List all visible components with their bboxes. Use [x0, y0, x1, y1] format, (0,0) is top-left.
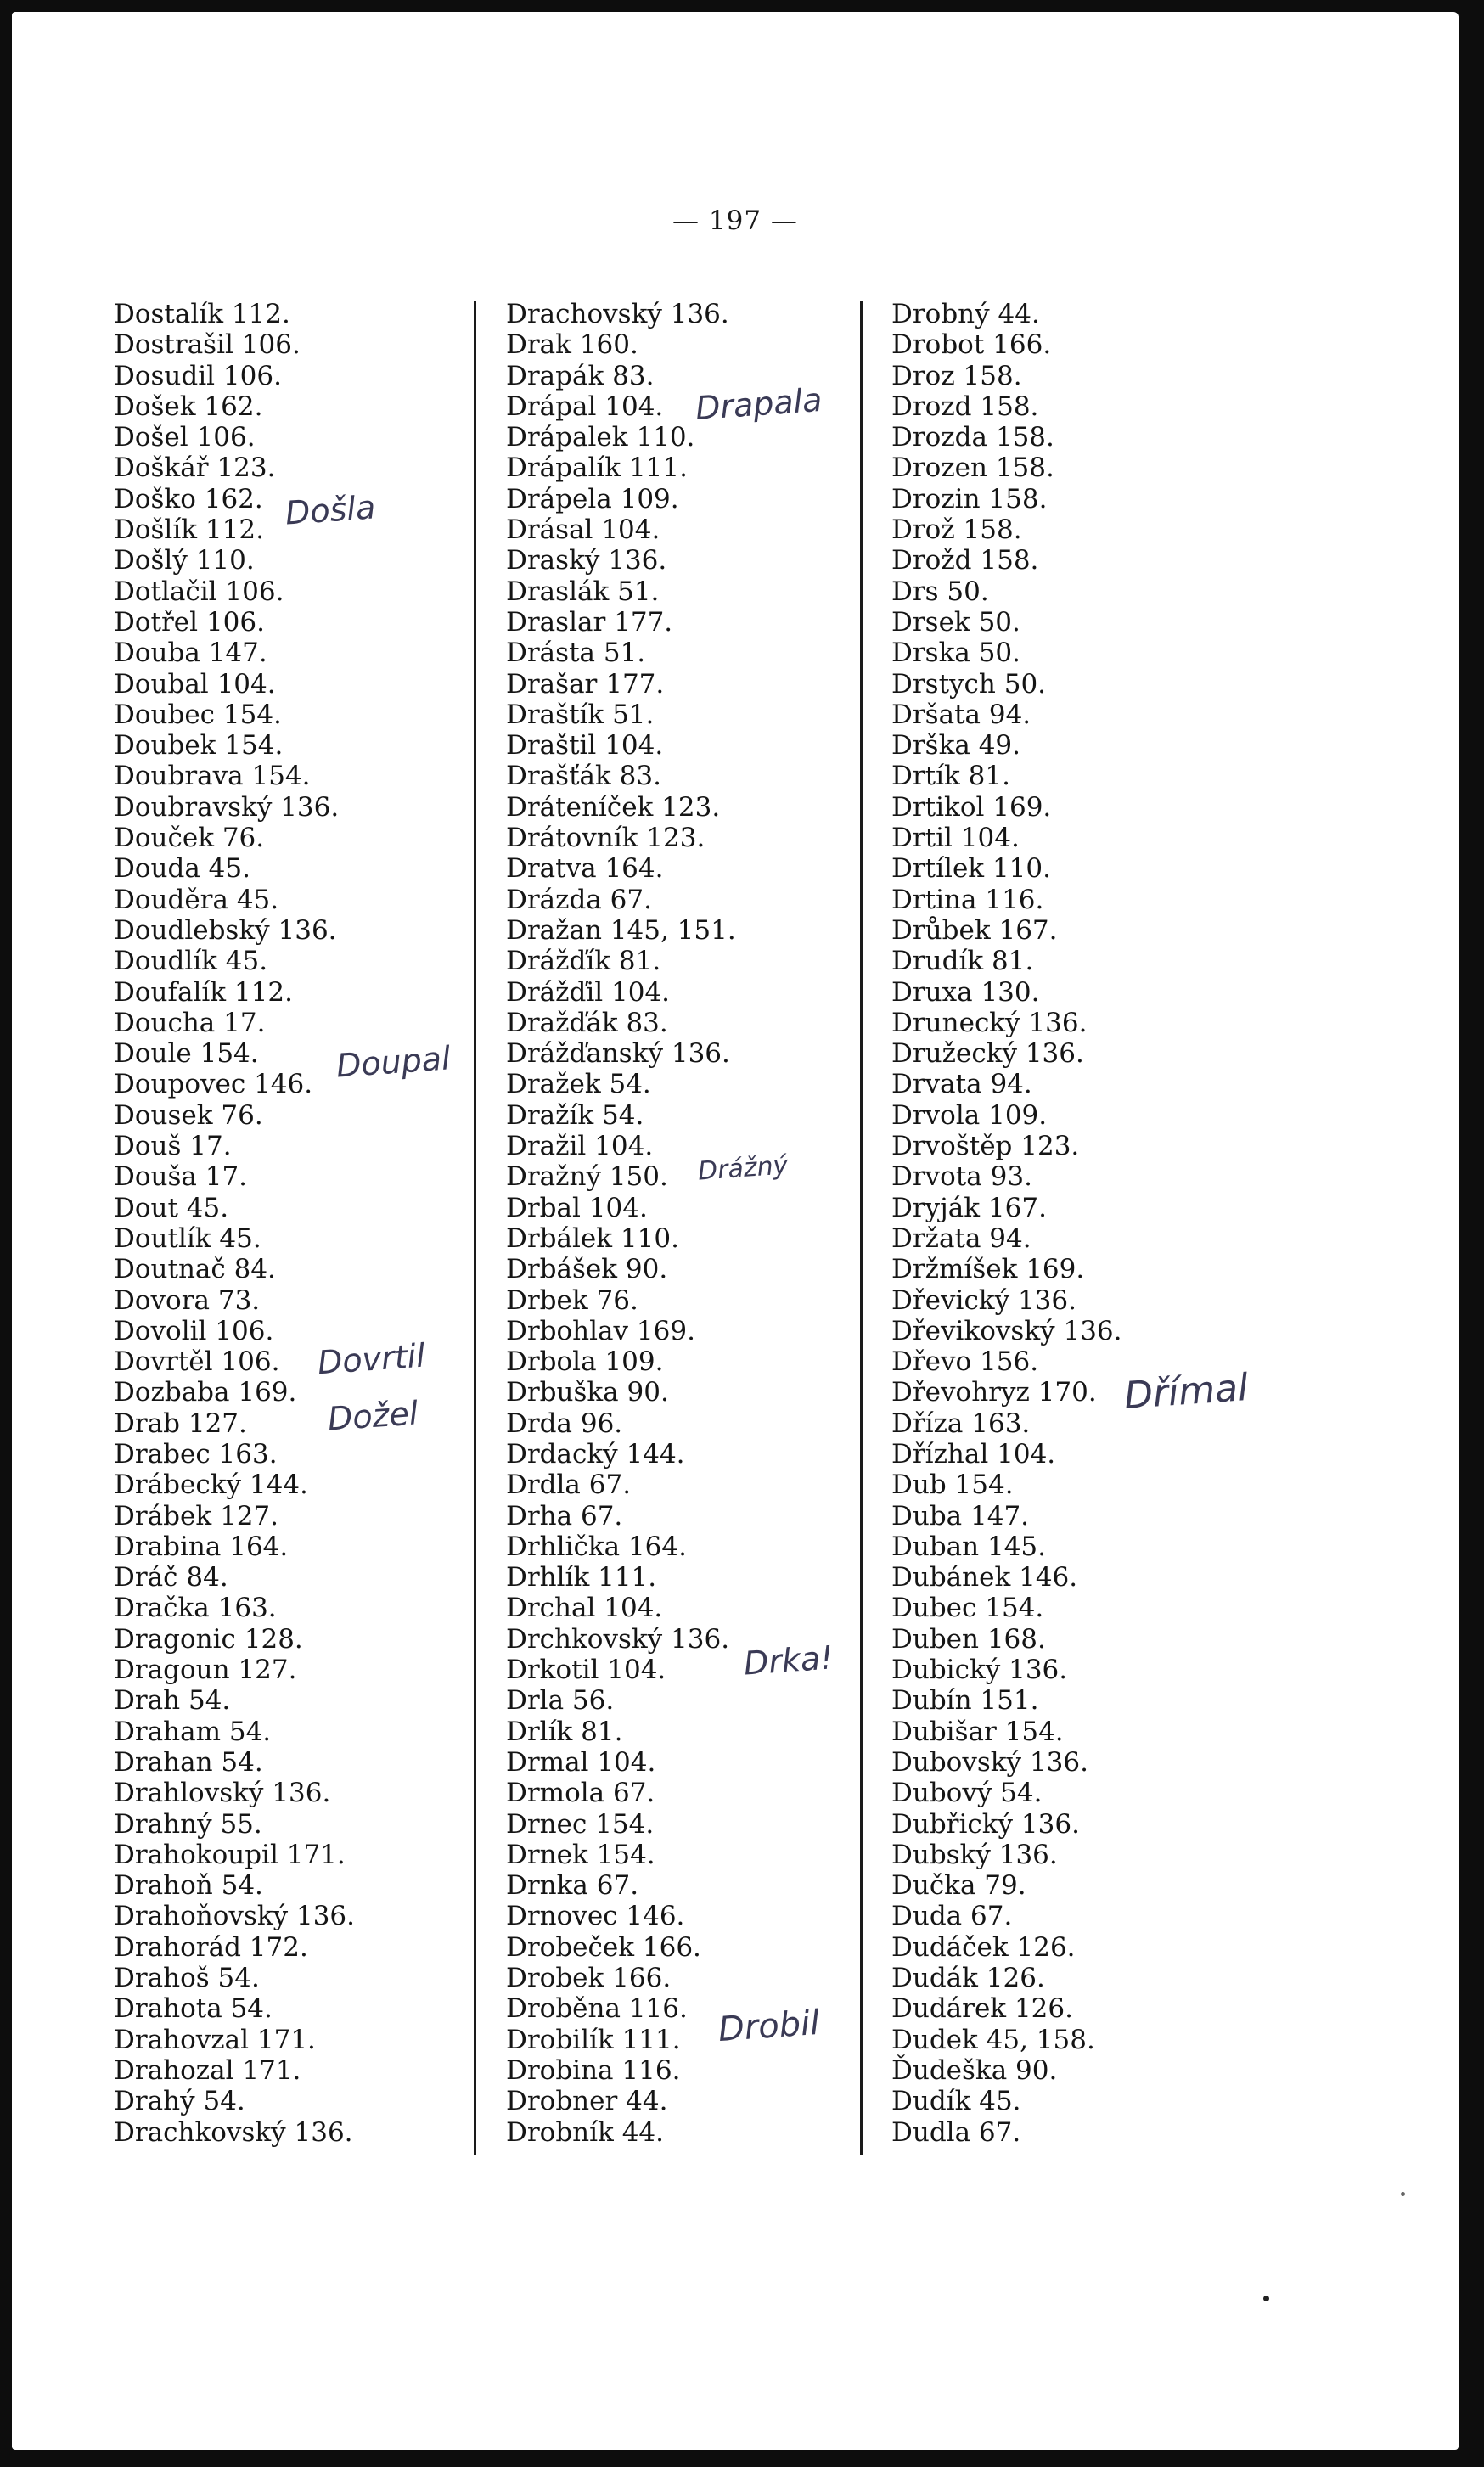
name-entry: Drašar 177.: [506, 668, 665, 700]
name-entry: Drápalek 110.: [506, 422, 695, 453]
name-entry: Dražný 150.: [506, 1161, 668, 1193]
handwritten-note-doupal: Doupal: [334, 1039, 452, 1085]
name-entry: Duban 145.: [891, 1531, 1046, 1562]
name-entry: Dřevický 136.: [891, 1284, 1076, 1316]
name-entry: Drabina 164.: [114, 1531, 289, 1562]
name-entry: Drachovský 136.: [506, 299, 729, 329]
name-entry: Drah 54.: [114, 1685, 231, 1717]
name-entry: Doupovec 146.: [114, 1069, 313, 1100]
name-entry: Dratva 164.: [506, 853, 664, 885]
name-entry: Douděra 45.: [114, 884, 279, 915]
name-entry: Drbálek 110.: [506, 1222, 679, 1254]
name-entry: Dudák 126.: [891, 1963, 1045, 1994]
name-entry: Dráč 84.: [114, 1562, 228, 1593]
name-entry: Dotlačil 106.: [114, 576, 284, 607]
name-entry: Drtil 104.: [891, 823, 1020, 854]
name-entry: Doško 162.: [114, 483, 263, 514]
name-entry: Drmal 104.: [506, 1746, 656, 1778]
name-entry: Drak 160.: [506, 329, 638, 361]
name-entry: Drahoň 54.: [114, 1870, 263, 1902]
name-entry: Draštík 51.: [506, 699, 655, 730]
name-entry: Draslar 177.: [506, 606, 673, 638]
name-entry: Dubánek 146.: [891, 1562, 1078, 1593]
name-entry: Drapák 83.: [506, 360, 655, 391]
name-entry: Doutlík 45.: [114, 1222, 261, 1254]
name-entry: Doubravský 136.: [114, 791, 340, 823]
name-entry: Držata 94.: [891, 1222, 1031, 1254]
name-entry: Družecký 136.: [891, 1038, 1084, 1070]
name-column-1: [114, 299, 355, 2148]
name-entry: Douda 45.: [114, 853, 250, 885]
name-entry: Drda 96.: [506, 1408, 623, 1439]
name-entry: Doucha 17.: [114, 1007, 266, 1038]
name-column-2: [506, 299, 736, 2148]
name-entry: Dostalík 112.: [114, 299, 290, 329]
name-entry: Dostrašil 106.: [114, 329, 301, 361]
name-entry: Druxa 130.: [891, 976, 1040, 1008]
handwritten-note-drazny: Drážný: [696, 1150, 790, 1187]
name-entry: Dovolil 106.: [114, 1315, 274, 1346]
name-entry: Drchal 104.: [506, 1593, 663, 1624]
name-entry: Dudárek 126.: [891, 1993, 1073, 2025]
name-entry: Draham 54.: [114, 1716, 272, 1747]
name-entry: Drobný 44.: [891, 299, 1040, 329]
name-entry: Duba 147.: [891, 1500, 1030, 1531]
name-entry: Dragonic 128.: [114, 1623, 303, 1655]
name-entry: Doškář 123.: [114, 452, 276, 484]
column-divider-1: [474, 301, 476, 2155]
name-entry: Drábek 127.: [114, 1500, 279, 1531]
name-entry: Drstych 50.: [891, 668, 1047, 700]
name-entry: Drobek 166.: [506, 1963, 672, 1994]
page-number: — 197 —: [672, 205, 798, 236]
name-entry: Drnka 67.: [506, 1870, 639, 1902]
name-entry: Douba 147.: [114, 638, 267, 669]
name-entry: Doubrava 154.: [114, 761, 311, 792]
name-entry: Drbášek 90.: [506, 1254, 668, 1285]
handwritten-note-dosla: Došla: [284, 488, 377, 532]
name-entry: Drtílek 110.: [891, 853, 1051, 885]
name-entry: Dršata 94.: [891, 699, 1031, 730]
handwritten-note-dozel: Dožel: [326, 1394, 419, 1438]
name-entry: Drozd 158.: [891, 391, 1039, 422]
name-entry: Drátovník 123.: [506, 823, 705, 854]
name-entry: Drozin 158.: [891, 483, 1048, 514]
name-entry: Drsek 50.: [891, 606, 1020, 638]
handwritten-note-drapala: Drapala: [694, 380, 824, 428]
name-entry: Drdacký 144.: [506, 1438, 685, 1470]
name-entry: Drahozal 171.: [114, 2054, 301, 2086]
name-entry: Došlík 112.: [114, 514, 264, 546]
name-entry: Drmola 67.: [506, 1778, 655, 1809]
name-entry: Douček 76.: [114, 823, 265, 854]
name-entry: Dosudil 106.: [114, 360, 282, 391]
name-entry: Držmíšek 169.: [891, 1254, 1085, 1285]
name-entry: Dražďák 83.: [506, 1007, 668, 1038]
name-entry: Drahoňovský 136.: [114, 1901, 356, 1932]
name-entry: Dubický 136.: [891, 1655, 1068, 1686]
name-entry: Drahota 54.: [114, 1993, 273, 2025]
name-entry: Drahý 54.: [114, 2086, 245, 2117]
name-entry: Drábecký 144.: [114, 1470, 308, 1501]
name-entry: Doubal 104.: [114, 668, 276, 700]
handwritten-note-drka: Drka!: [742, 1638, 835, 1683]
name-entry: Dryják 167.: [891, 1192, 1047, 1223]
name-entry: Draslák 51.: [506, 576, 660, 607]
name-entry: Dovrtěl 106.: [114, 1346, 280, 1378]
name-entry: Dubřický 136.: [891, 1808, 1080, 1840]
name-entry: Dřevo 156.: [891, 1346, 1039, 1378]
name-entry: Dráteníček 123.: [506, 791, 721, 823]
name-entry: Drašťák 83.: [506, 761, 661, 792]
name-entry: Drnovec 146.: [506, 1901, 685, 1932]
name-entry: Drobina 116.: [506, 2054, 681, 2086]
name-entry: Drska 50.: [891, 638, 1021, 669]
name-entry: Drásal 104.: [506, 514, 660, 546]
name-entry: Drážďík 81.: [506, 946, 661, 977]
name-entry: Drtina 116.: [891, 884, 1044, 915]
name-entry: Drkotil 104.: [506, 1655, 666, 1686]
name-entry: Drachkovský 136.: [114, 2116, 353, 2148]
name-entry: Drahorád 172.: [114, 1931, 308, 1963]
name-entry: Doule 154.: [114, 1038, 259, 1070]
name-entry: Drbola 109.: [506, 1346, 664, 1378]
name-entry: Draský 136.: [506, 545, 667, 576]
handwritten-note-dovrtil: Dovrtil: [316, 1336, 427, 1382]
name-entry: Drozda 158.: [891, 422, 1054, 453]
name-entry: Drha 67.: [506, 1500, 623, 1531]
name-entry: Dřevohryz 170.: [891, 1377, 1097, 1408]
name-entry: Drvata 94.: [891, 1069, 1032, 1100]
name-entry: Drvola 109.: [891, 1099, 1048, 1131]
name-entry: Dražík 54.: [506, 1099, 644, 1131]
name-entry: Dudek 45, 158.: [891, 2024, 1095, 2055]
handwritten-note-drobil: Drobil: [717, 2003, 821, 2050]
name-entry: Drobeček 166.: [506, 1931, 701, 1963]
name-entry: Drobník 44.: [506, 2116, 664, 2148]
name-entry: Drdla 67.: [506, 1470, 632, 1501]
name-entry: Dousek 76.: [114, 1099, 263, 1131]
name-entry: Doufalík 112.: [114, 976, 293, 1008]
name-entry: Drožd 158.: [891, 545, 1039, 576]
name-entry: Drla 56.: [506, 1685, 615, 1717]
name-entry: Dubovský 136.: [891, 1746, 1088, 1778]
name-entry: Dragoun 127.: [114, 1655, 297, 1686]
name-entry: Došek 162.: [114, 391, 263, 422]
name-entry: Drážďil 104.: [506, 976, 671, 1008]
name-entry: Drbal 104.: [506, 1192, 648, 1223]
name-entry: Drahovzal 171.: [114, 2024, 316, 2055]
name-entry: Dovora 73.: [114, 1284, 261, 1316]
name-entry: Duda 67.: [891, 1901, 1013, 1932]
name-entry: Drbohlav 169.: [506, 1315, 695, 1346]
name-entry: Drápalík 111.: [506, 452, 688, 484]
name-entry: Dračka 163.: [114, 1593, 277, 1624]
name-entry: Drnek 154.: [506, 1839, 655, 1870]
name-entry: Dozbaba 169.: [114, 1377, 297, 1408]
name-entry: Douš 17.: [114, 1131, 232, 1162]
name-entry: Drbuška 90.: [506, 1377, 669, 1408]
name-entry: Dřízhal 104.: [891, 1438, 1056, 1470]
name-entry: Drabec 163.: [114, 1438, 278, 1470]
name-entry: Drahan 54.: [114, 1746, 263, 1778]
scanned-page: [12, 12, 1459, 2450]
name-entry: Drahokoupil 171.: [114, 1839, 346, 1870]
name-entry: Drab 127.: [114, 1408, 247, 1439]
scan-speck: [1263, 2296, 1269, 2301]
name-entry: Drahlovský 136.: [114, 1778, 331, 1809]
name-entry: Dubec 154.: [891, 1593, 1044, 1624]
name-entry: Drudík 81.: [891, 946, 1034, 977]
name-entry: Došlý 110.: [114, 545, 255, 576]
name-entry: Ďudeška 90.: [891, 2054, 1058, 2086]
name-entry: Drhlička 164.: [506, 1531, 687, 1562]
name-entry: Drnec 154.: [506, 1808, 655, 1840]
name-entry: Douša 17.: [114, 1161, 248, 1193]
name-entry: Dřevikovský 136.: [891, 1315, 1122, 1346]
name-entry: Drápela 109.: [506, 483, 679, 514]
name-entry: Drobner 44.: [506, 2086, 668, 2117]
name-entry: Duben 168.: [891, 1623, 1046, 1655]
name-entry: Drs 50.: [891, 576, 989, 607]
name-entry: Drchkovský 136.: [506, 1623, 730, 1655]
name-entry: Drozen 158.: [891, 452, 1054, 484]
name-entry: Drbek 76.: [506, 1284, 638, 1316]
name-entry: Dražil 104.: [506, 1131, 654, 1162]
name-entry: Drvoštěp 123.: [891, 1131, 1080, 1162]
name-entry: Drásta 51.: [506, 638, 646, 669]
name-entry: Drunecký 136.: [891, 1007, 1088, 1038]
name-entry: Doutnač 84.: [114, 1254, 276, 1285]
name-entry: Dub 154.: [891, 1470, 1014, 1501]
name-entry: Drož 158.: [891, 514, 1022, 546]
name-entry: Dubišar 154.: [891, 1716, 1064, 1747]
name-entry: Dubín 151.: [891, 1685, 1039, 1717]
name-entry: Drůbek 167.: [891, 914, 1058, 946]
name-entry: Dout 45.: [114, 1192, 229, 1223]
column-divider-2: [860, 301, 863, 2155]
name-entry: Drška 49.: [891, 730, 1021, 761]
scan-speck: [1401, 2192, 1405, 2196]
name-entry: Dučka 79.: [891, 1870, 1026, 1902]
name-entry: Dražek 54.: [506, 1069, 651, 1100]
name-entry: Drlík 81.: [506, 1716, 623, 1747]
name-entry: Doubec 154.: [114, 699, 282, 730]
name-entry: Draštil 104.: [506, 730, 664, 761]
name-entry: Drobot 166.: [891, 329, 1052, 361]
name-entry: Dudáček 126.: [891, 1931, 1076, 1963]
name-entry: Drápal 104.: [506, 391, 664, 422]
name-entry: Dudík 45.: [891, 2086, 1021, 2117]
name-entry: Droz 158.: [891, 360, 1022, 391]
name-entry: Drážďanský 136.: [506, 1038, 730, 1070]
name-entry: Dříza 163.: [891, 1408, 1031, 1439]
name-entry: Drtikol 169.: [891, 791, 1052, 823]
name-entry: Drázda 67.: [506, 884, 652, 915]
name-entry: Drobilík 111.: [506, 2024, 681, 2055]
name-column-3: [891, 299, 1122, 2148]
name-entry: Doubek 154.: [114, 730, 284, 761]
name-entry: Drahoš 54.: [114, 1963, 260, 1994]
name-entry: Drahný 55.: [114, 1808, 262, 1840]
name-entry: Dubský 136.: [891, 1839, 1058, 1870]
name-entry: Drtík 81.: [891, 761, 1010, 792]
name-entry: Došel 106.: [114, 422, 256, 453]
name-entry: Droběna 116.: [506, 1993, 688, 2025]
name-entry: Drvota 93.: [891, 1161, 1032, 1193]
name-entry: Doudlebský 136.: [114, 914, 337, 946]
name-entry: Dubový 54.: [891, 1778, 1043, 1809]
handwritten-note-drimal: Dřímal: [1122, 1365, 1250, 1419]
name-entry: Drhlík 111.: [506, 1562, 657, 1593]
name-entry: Dotřel 106.: [114, 606, 265, 638]
name-entry: Dražan 145, 151.: [506, 914, 736, 946]
name-entry: Doudlík 45.: [114, 946, 268, 977]
name-entry: Dudla 67.: [891, 2116, 1021, 2148]
